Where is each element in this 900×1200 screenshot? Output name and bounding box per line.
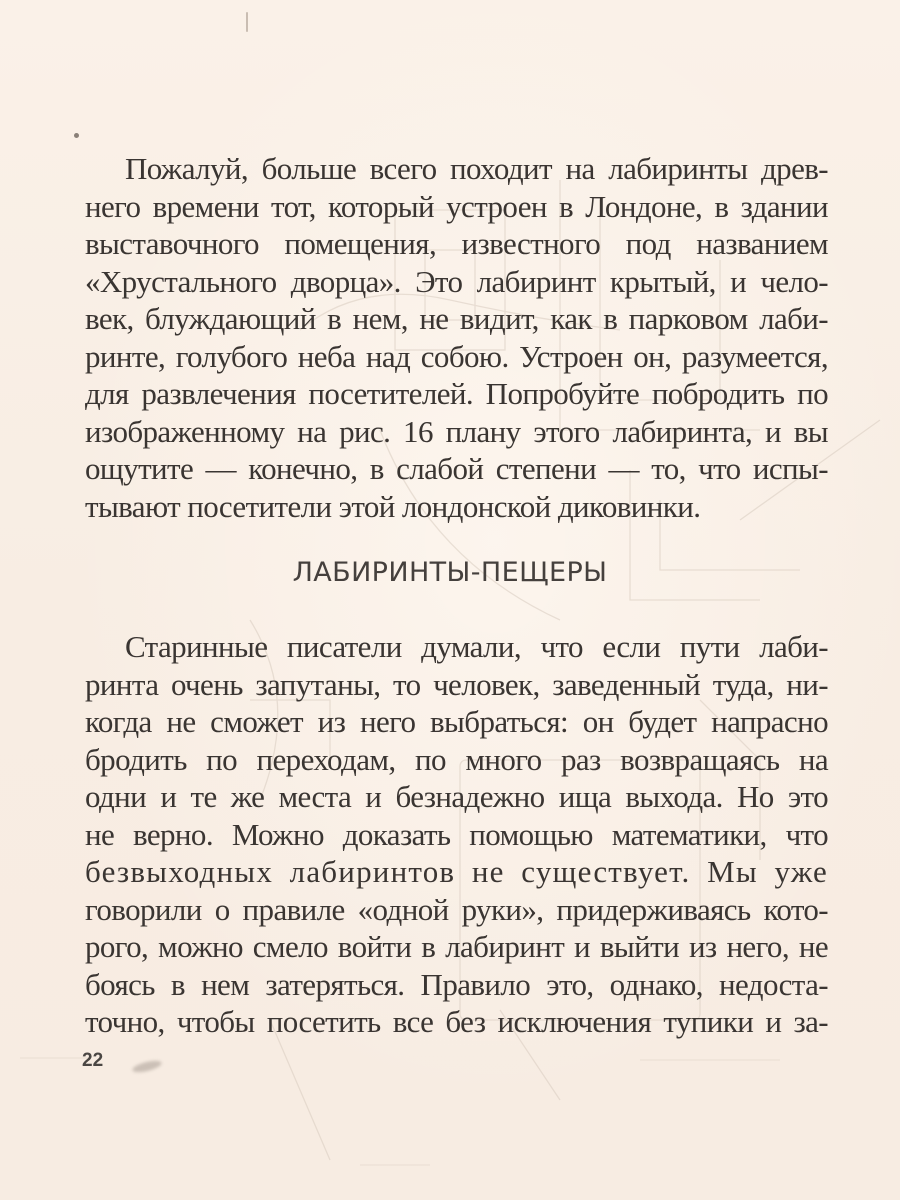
paragraph-2 [85,628,828,1041]
text-line: говорили о правиле «одной руки», придерживаясь кото- [85,891,828,927]
page-number: 22 [82,1050,104,1071]
text-line: тывают посетители этой лондонской диковинки. [85,488,701,524]
text-line: Старинные писатели думали, что если пути лаби- [125,629,828,664]
text-line: Пожалуй, больше всего походит на лабиринты древ- [125,151,828,186]
text-line: ощутите — конечно, в слабой степени — то, что испы- [85,451,828,486]
text-line: точно, чтобы посетить все без исключения тупики и за- [85,1004,828,1039]
text-line: одни и те же места и безнадежно ища выхода. Но это [85,779,828,814]
ink-smudge [131,1059,162,1075]
ink-speck [246,12,248,32]
text-line: выставочного помещения, известного под названием [85,226,828,261]
ink-speck [74,133,79,138]
text-line: век, блуждающий в нем, не видит, как в парковом лаби- [85,301,828,336]
text-line: бродить по переходам, по много раз возвращаясь на [85,741,828,777]
text-line: для развлечения посетителей. Попробуйте побродить по [85,376,828,411]
text-line: «Хрустального дворца». Это лабиринт крытый, и чело- [85,263,828,299]
text-line: рого, можно смело войти в лабиринт и выйти из него, не [85,929,828,964]
section-heading: ЛАБИРИНТЫ-ПЕЩЕРЫ [292,557,608,588]
text-line: когда не сможет из него выбраться: он будет напрасно [85,704,828,739]
text-line: него времени тот, который устроен в Лондоне, в здании [85,188,828,224]
text-line: ринта очень запутаны, то человек, заведенный туда, ни- [85,666,828,702]
text-line: не верно. Можно доказать помощью математики, что [85,816,828,852]
text-line: боясь в нем затеряться. Правило это, однако, недоста- [85,966,828,1002]
paragraph-1 [85,150,828,525]
text-line: ринте, голубого неба над собою. Устроен он, разумеется, [85,338,828,374]
text-line: изображенному на рис. 16 плану этого лабиринта, и вы [85,413,828,449]
text-line: безвыходных лабиринтов не существует. Мы уже [85,854,828,889]
